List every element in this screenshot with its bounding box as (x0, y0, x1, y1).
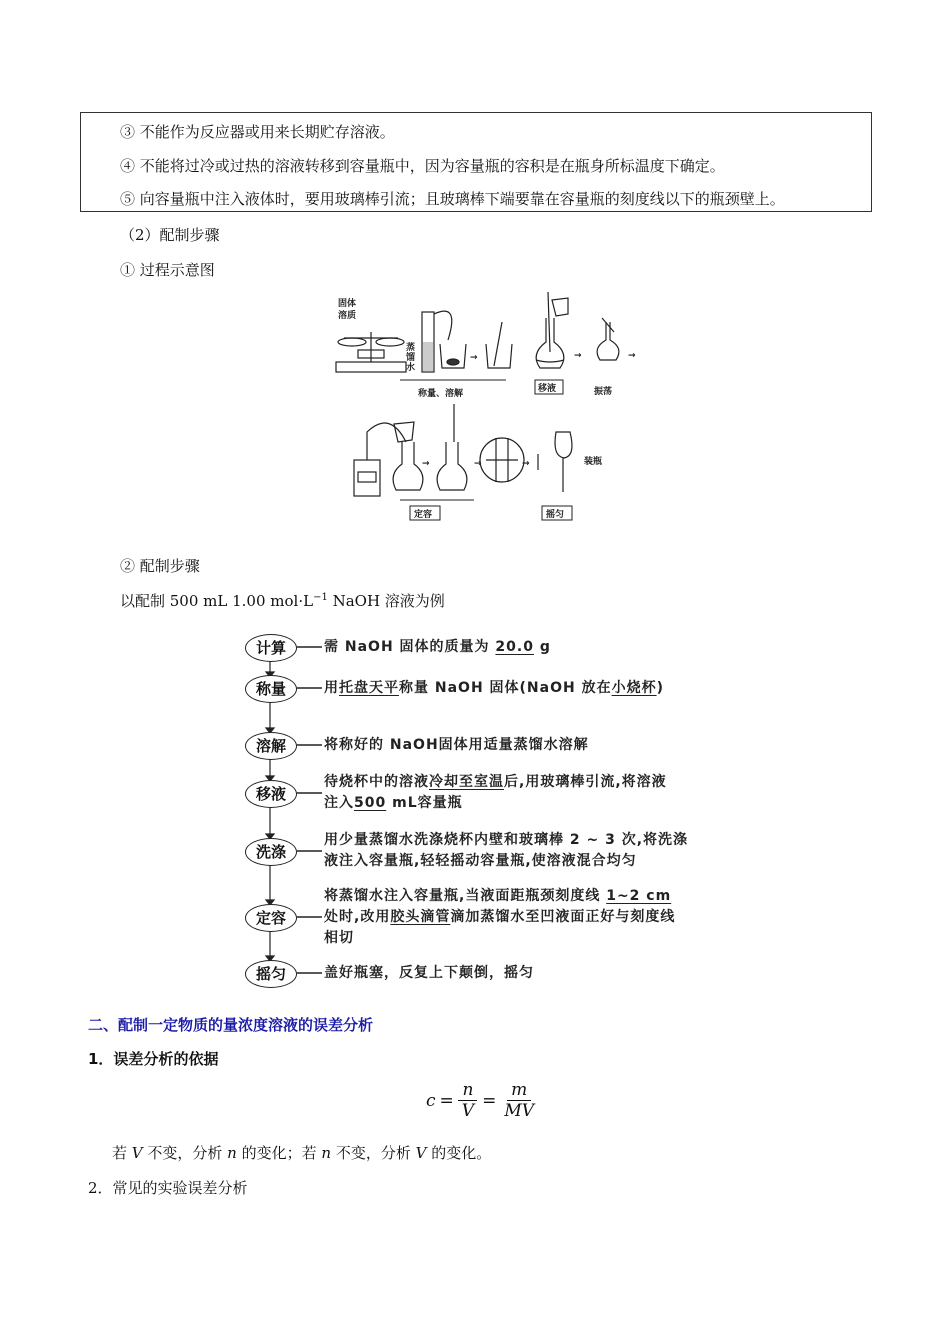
label-water-1: 蒸 (406, 343, 416, 353)
step-fill: 定容 (245, 904, 297, 932)
step-weigh: 称量 (245, 675, 297, 703)
label-water-2: 馏 (406, 353, 416, 363)
step-transfer-text: 待烧杯中的溶液冷却至室温后,用玻璃棒引流,将溶液 注入500 mL容量瓶 (324, 774, 667, 811)
step-weigh-text: 用托盘天平称量 NaOH 固体(NaOH 放在小烧杯) (324, 680, 664, 696)
arrow-icon: → (522, 459, 530, 469)
label-bottling: 装瓶 (584, 457, 603, 467)
section-heading-error-analysis: 二、配制一定物质的量浓度溶液的误差分析 (88, 1016, 374, 1034)
note-item-3: ③ 不能作为反应器或用来长期贮存溶液。 (120, 123, 395, 141)
subheading-common-errors: 2．常见的实验误差分析 (88, 1179, 248, 1197)
arrow-icon: → (574, 351, 582, 361)
step-calc: 计算 (245, 634, 297, 662)
label-solute: 溶质 (338, 311, 357, 321)
label-solid: 固体 (338, 299, 357, 309)
label-mix: 摇匀 (546, 510, 565, 520)
arrow-icon: → (474, 459, 482, 469)
step-wash: 洗涤 (245, 838, 297, 866)
subheading-basis: 1．误差分析的依据 (88, 1050, 219, 1068)
step-dissolve-text: 将称好的 NaOH固体用适量蒸馏水溶解 (324, 737, 589, 753)
step-dissolve: 溶解 (245, 732, 297, 760)
example-text: 以配制 500 mL 1.00 $mol\cdot L^{-1}$ NaOH 溶液为例 (120, 592, 445, 610)
analysis-rule: 若 V 不变，分析 n 的变化；若 n 不变，分析 V 的变化。 (112, 1144, 492, 1162)
arrow-icon: → (628, 351, 636, 361)
step-wash-text: 用少量蒸馏水洗涤烧杯内壁和玻璃棒 2 ~ 3 次,将洗涤 液注入容量瓶,轻轻摇动容量瓶,使溶液混合均匀 (324, 832, 689, 869)
label-transfer: 移液 (538, 384, 557, 394)
label-weigh-dissolve: 称量、溶解 (418, 389, 464, 399)
steps-label: ② 配制步骤 (120, 557, 200, 575)
arrow-icon: → (422, 459, 430, 469)
concentration-formula: c = $\frac{n}{V}$ = $\frac{m}{MV}$ (426, 1080, 534, 1121)
step-mix: 摇匀 (245, 960, 297, 988)
arrow-icon: → (470, 353, 478, 363)
label-constant-volume: 定容 (414, 510, 433, 520)
step-mix-text: 盖好瓶塞，反复上下颠倒，摇匀 (324, 965, 534, 981)
section-title: （2）配制步骤 (120, 226, 220, 244)
label-water-3: 水 (406, 363, 416, 373)
process-diagram-label: ① 过程示意图 (120, 261, 215, 279)
label-shake: 振荡 (594, 387, 613, 397)
step-transfer: 移液 (245, 780, 297, 808)
note-item-4: ④ 不能将过冷或过热的溶液转移到容量瓶中，因为容量瓶的容积是在瓶身所标温度下确定。 (120, 157, 725, 175)
note-item-5: ⑤ 向容量瓶中注入液体时，要用玻璃棒引流；且玻璃棒下端要靠在容量瓶的刻度线以下的瓶颈壁上。 (120, 190, 785, 208)
step-fill-text: 将蒸馏水注入容量瓶,当液面距瓶颈刻度线 1~2 cm 处时,改用胶头滴管滴加蒸馏水至凹液面正好与刻度线 相切 (324, 888, 676, 946)
step-calc-text: 需 NaOH 固体的质量为 20.0 g (324, 639, 551, 655)
